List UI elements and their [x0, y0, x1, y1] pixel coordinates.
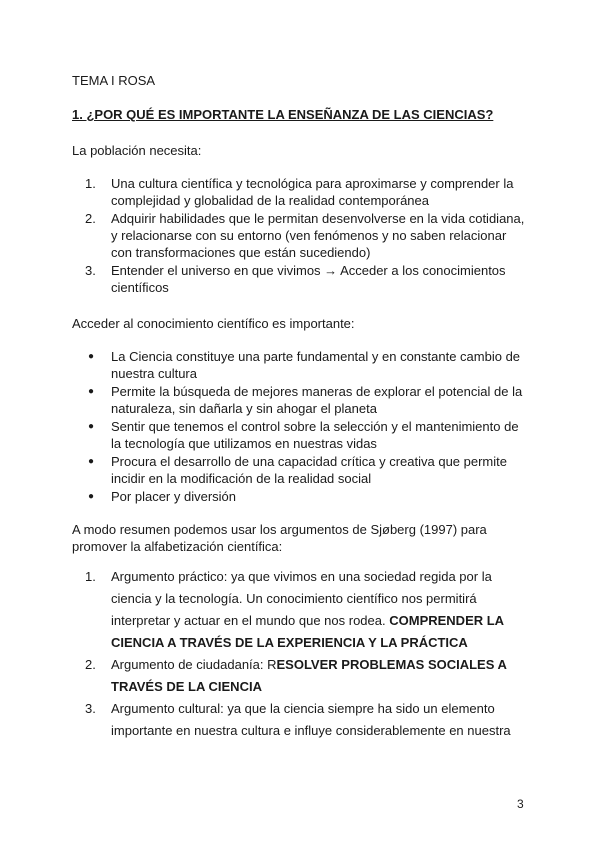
bullet-icon: ●: [88, 386, 95, 397]
intro-paragraph-3-line-2: promover la alfabetización científica:: [72, 539, 283, 554]
list-item-text: Por placer y diversión: [111, 489, 236, 504]
list-item-emphasis: ESOLVER PROBLEMAS SOCIALES A TRAVÉS DE LA CIENCIA: [111, 657, 507, 694]
list-marker: 2.: [85, 211, 96, 226]
list-item-emphasis: COMPRENDER LA CIENCIA A TRAVÉS DE LA EXPERIENCIA Y LA PRÁCTICA: [111, 613, 504, 650]
section-heading: 1. ¿POR QUÉ ES IMPORTANTE LA ENSEÑANZA DE LAS CIENCIAS?: [72, 107, 494, 122]
intro-paragraph-3-line-1: A modo resumen podemos usar los argumentos de Sjøberg (1997) para: [72, 522, 487, 537]
list-item-body: Argumento cultural: ya que la ciencia siempre ha sido un elemento importante en nuestra cultura e influye considerablemente en nuestra: [111, 701, 511, 738]
list-item: [85, 383, 530, 417]
list-item: [85, 348, 530, 382]
page-number: 3: [517, 797, 524, 811]
list-item-text: [111, 654, 530, 698]
bullet-icon: ●: [88, 351, 95, 362]
needs-list: [85, 175, 530, 297]
list-item-text: Entender el universo en que vivimos → Acceder a los conocimientos científicos: [111, 263, 506, 295]
list-item: [85, 262, 530, 296]
list-item: [85, 210, 530, 261]
bullet-icon: ●: [88, 491, 95, 502]
list-item-text: Permite la búsqueda de mejores maneras de explorar el potencial de la naturaleza, sin dañarla y sin ahogar el planeta: [111, 384, 523, 416]
bullet-icon: ●: [88, 421, 95, 432]
list-item-text: La Ciencia constituye una parte fundamental y en constante cambio de nuestra cultura: [111, 349, 521, 381]
importance-list: [85, 348, 530, 506]
list-marker: 2.: [85, 657, 96, 672]
list-marker: 3.: [85, 701, 96, 716]
list-marker: 3.: [85, 263, 96, 278]
list-item-text: Una cultura científica y tecnológica para aproximarse y comprender la complejidad y globalidad de la realidad contemporánea: [111, 176, 514, 208]
list-item: [85, 654, 530, 698]
list-marker: 1.: [85, 176, 96, 191]
document-title: TEMA I ROSA: [72, 73, 156, 88]
list-item-text: Adquirir habilidades que le permitan desenvolverse en la vida cotidiana, y relacionarse con su entorno (ven fenómenos y no saben relacionar con transformaciones que están sucediendo): [111, 211, 525, 260]
list-item-text: [111, 698, 530, 742]
bullet-icon: ●: [88, 456, 95, 467]
list-item: [85, 453, 530, 487]
list-item-body: Argumento de ciudadanía: R: [111, 657, 277, 672]
intro-paragraph-3: [72, 521, 487, 555]
list-item-text: Procura el desarrollo de una capacidad crítica y creativa que permite incidir en la modificación de la realidad social: [111, 454, 507, 486]
list-marker: 1.: [85, 569, 96, 584]
list-item-text: [111, 566, 530, 654]
intro-paragraph-1: La población necesita:: [72, 143, 202, 158]
list-item: [85, 418, 530, 452]
list-item: [85, 698, 530, 742]
list-item: [85, 488, 530, 505]
list-item-body: Argumento práctico: ya que vivimos en una sociedad regida por la ciencia y la tecnología. Un conocimiento científico nos permitirá interpretar y actuar en el mundo que nos rodea.: [111, 569, 492, 628]
list-item-text: Sentir que tenemos el control sobre la selección y el mantenimiento de la tecnología que utilizamos en nuestras vidas: [111, 419, 519, 451]
intro-paragraph-2: Acceder al conocimiento científico es importante:: [72, 316, 355, 331]
list-item: [85, 175, 530, 209]
arguments-list: [85, 566, 530, 742]
list-item: [85, 566, 530, 654]
